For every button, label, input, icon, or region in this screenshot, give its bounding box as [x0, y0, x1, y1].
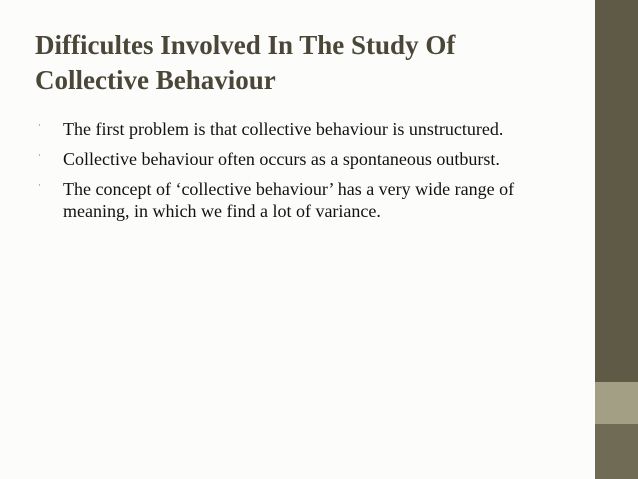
bullet-item [38, 118, 558, 140]
bullet-item [38, 148, 558, 170]
bullet-item [38, 178, 558, 222]
decorative-side-bar-accent-light [595, 382, 638, 424]
bullet-text: The first problem is that collective behaviour is unstructured. [63, 119, 504, 139]
bullet-dot-icon: · [38, 120, 41, 130]
bullet-text: The concept of ‘collective behaviour’ has a very wide range of meaning, in which we find a lot of variance. [63, 179, 515, 221]
slide-title: Difficultes Involved In The Study Of Collective Behaviour [35, 30, 456, 95]
decorative-side-bar-accent-dark [595, 424, 638, 479]
bullet-text: Collective behaviour often occurs as a spontaneous outburst. [63, 149, 500, 169]
bullet-dot-icon: · [38, 180, 41, 190]
bullet-dot-icon: · [38, 150, 41, 160]
bullet-list [38, 118, 558, 230]
